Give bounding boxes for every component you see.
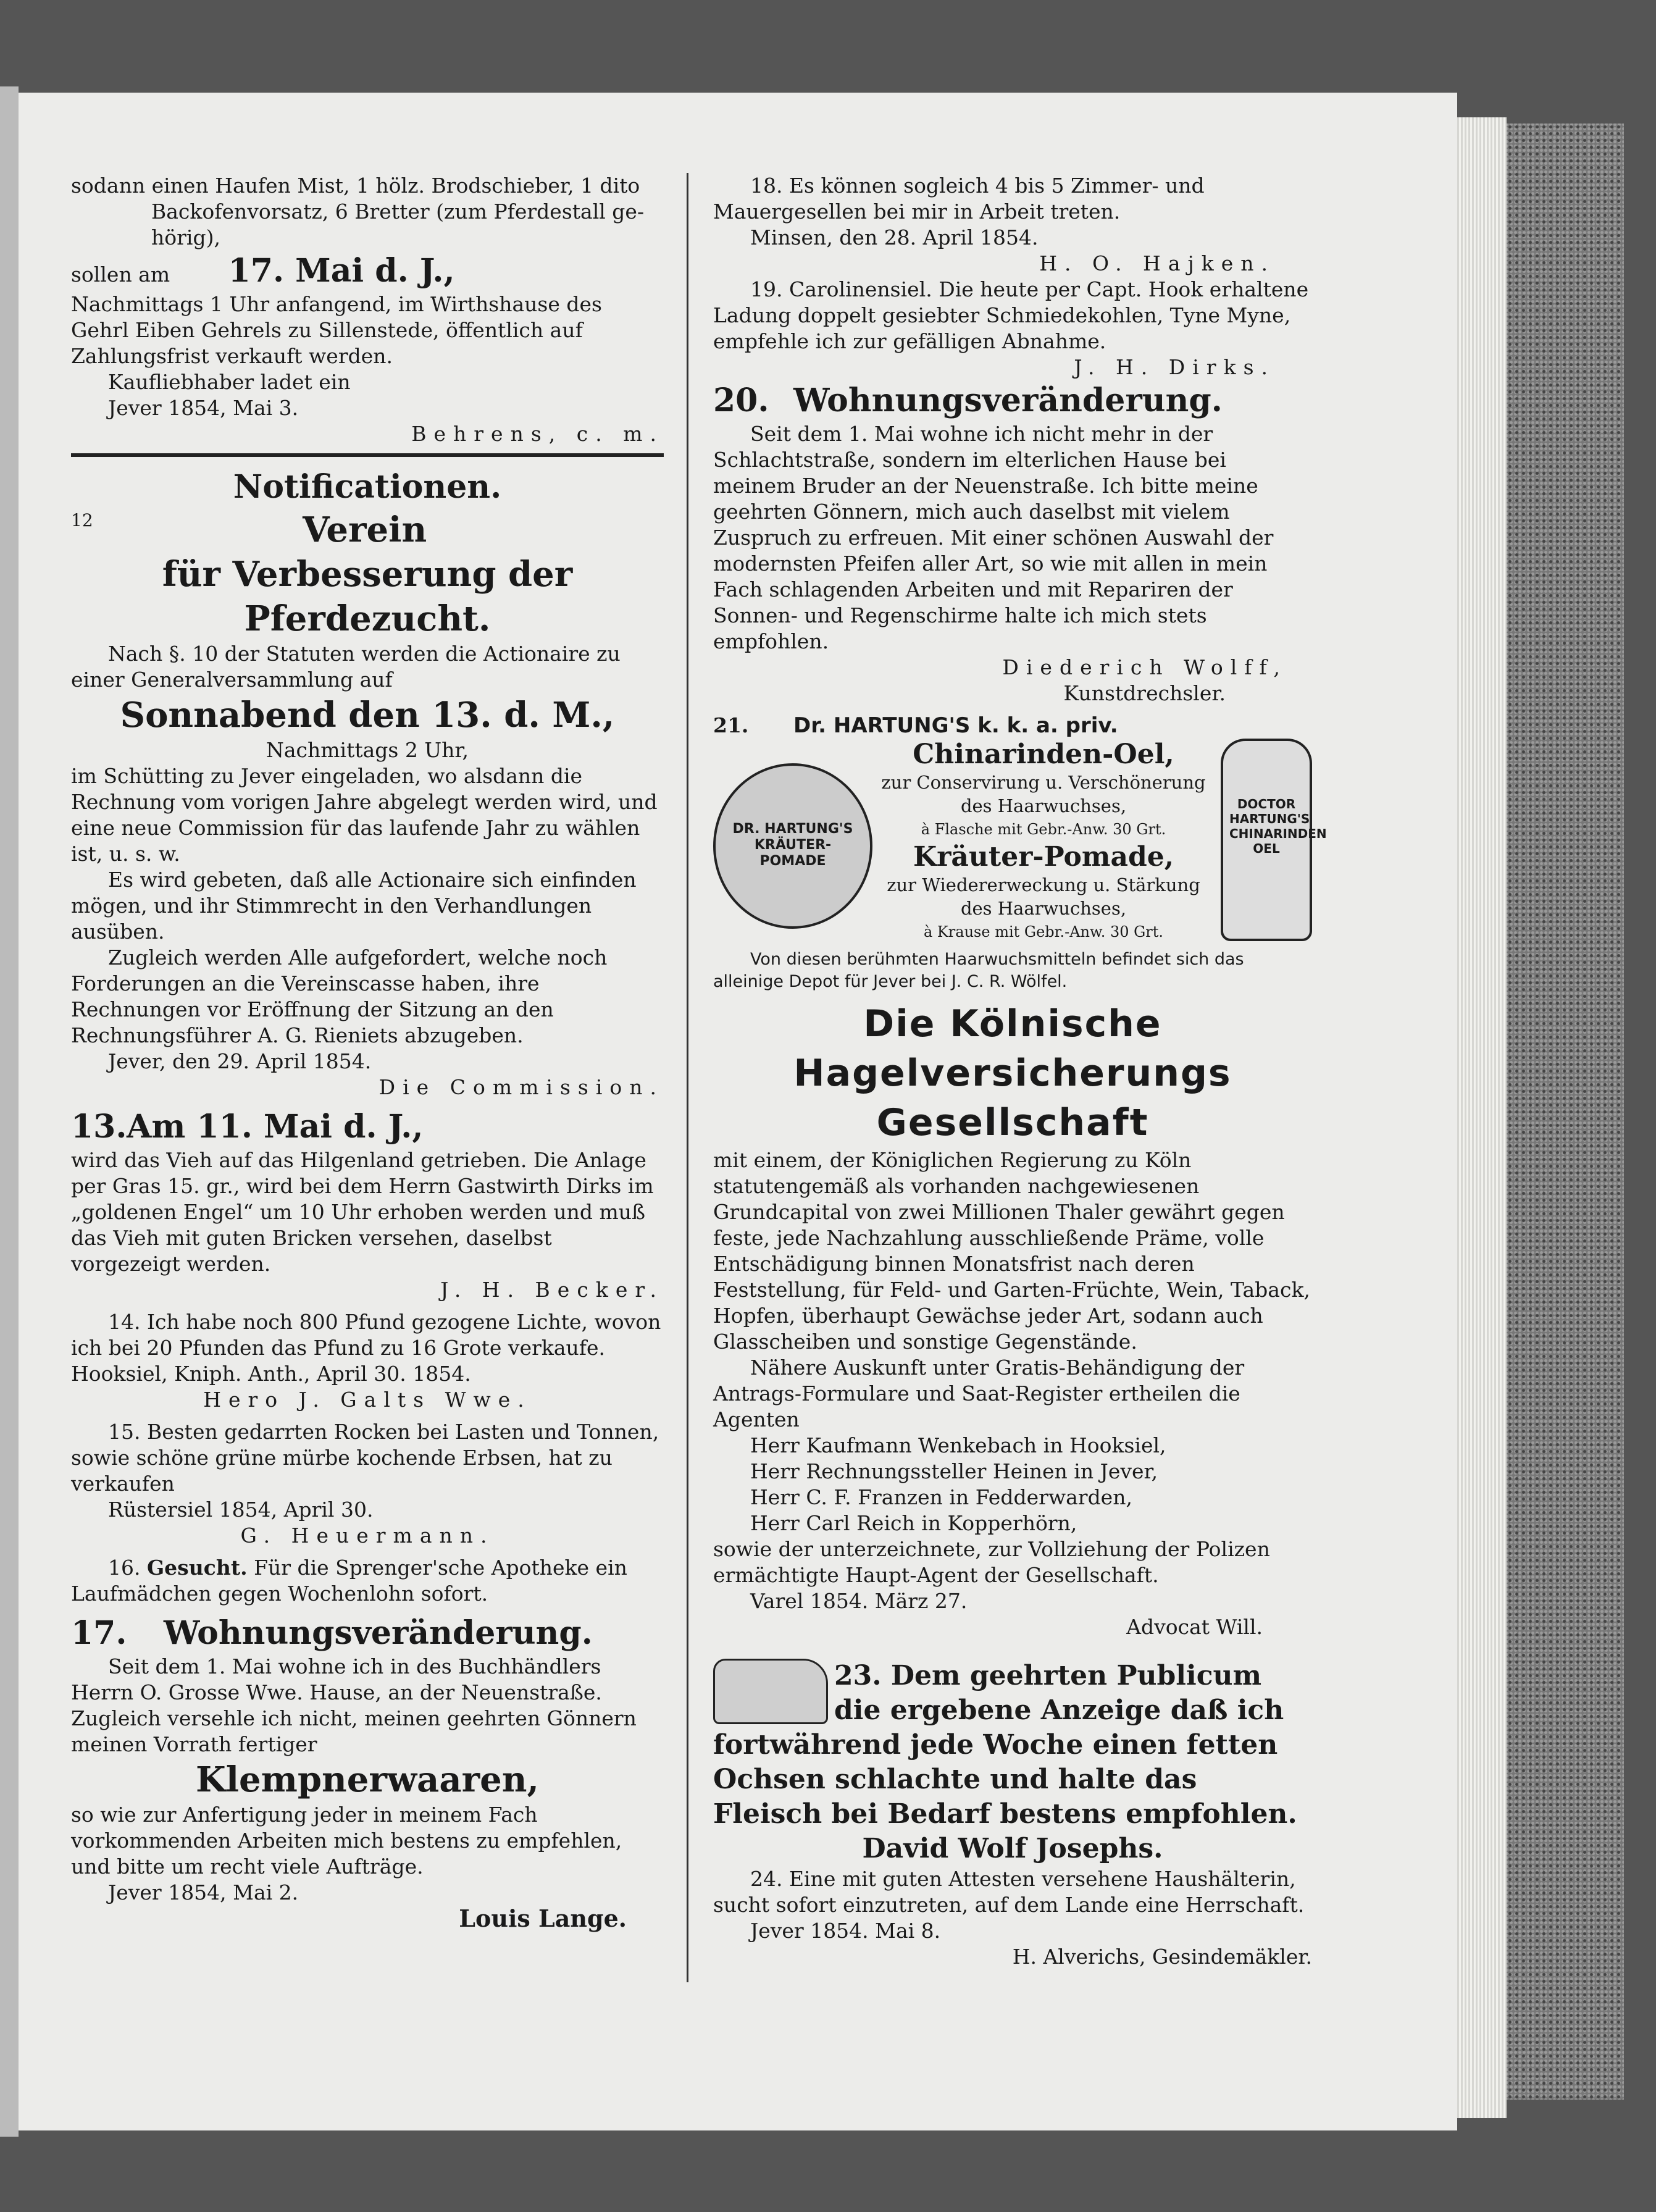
verein-time: Nachmittags 2 Uhr, — [266, 738, 469, 762]
auction-signature: Behrens, c. m. — [411, 422, 664, 446]
item18-text: 18. Es können sogleich 4 bis 5 Zimmer- und Mauergesellen bei mir in Arbeit treten. — [713, 174, 1205, 224]
verein-text: Es wird gebeten, daß alle Actionaire sich einfinden mögen, und ihr Stimmrecht in den Verhandlungen ausüben. — [71, 868, 637, 944]
verein-place-date: Jever, den 29. April 1854. — [108, 1049, 372, 1073]
item15-place: Rüstersiel 1854, April 30. — [108, 1498, 374, 1522]
intro-line: hörig), — [151, 225, 220, 249]
item16-paragraph — [71, 1555, 664, 1607]
intro-line: sodann einen Haufen Mist, 1 hölz. Brodschieber, 1 dito — [71, 174, 640, 198]
oil-description: zur Conservirung u. Verschönerung — [881, 772, 1206, 793]
item13-signature: J. H. Becker. — [440, 1278, 664, 1302]
item21-heading: Dr. HARTUNG'S k. k. a. priv. — [793, 713, 1118, 738]
verein-title-row — [71, 508, 664, 552]
koln-text: Nähere Auskunft unter Gratis-Behändigung der Antrags-Formulare und Saat-Register ertheilen die Agenten — [713, 1355, 1245, 1431]
koln-text: mit einem, der Königlichen Regierung zu Köln statutengemäß als vorhanden nachgewiesenen Grundcapital von zwei Millionen Thaler gewährt gegen feste, jede Nachzahlung ausschließende Präme, volle Entschädigung binnen Monatsfrist nach deren Feststellung, für Feld- und Garten-Früchte, Wein, Taback, Hopfen, überhaupt Gewächse jeder Art, sodann auch Glasscheiben und sonstige Gegenstände. — [713, 1148, 1310, 1354]
item23-advert — [713, 1659, 1312, 1866]
item17-place: Jever 1854, Mai 2. — [108, 1880, 299, 1904]
verein-text: Nach §. 10 der Statuten werden die Actionaire zu einer Generalversammlung auf — [71, 642, 621, 692]
section-rule — [71, 453, 664, 457]
koln-title: Die Kölnische — [863, 1002, 1162, 1045]
verein-text: im Schütting zu Jever eingeladen, wo alsdann die Rechnung vom vorigen Jahre abgelegt werden wird, und eine neue Commission für das laufende Jahr zu wählen ist, u. s. w. — [71, 764, 658, 866]
item18-place: Minsen, den 28. April 1854. — [750, 225, 1039, 249]
pomade-tin-image — [713, 763, 872, 929]
hartung-advert-text — [874, 739, 1213, 944]
sollen-am-text: sollen am — [71, 262, 170, 287]
hartung-advert — [713, 739, 1327, 949]
oil-product-name: Chinarinden-Oel, — [913, 739, 1174, 770]
pomade-price: à Krause mit Gebr.-Anw. 30 Grt. — [923, 923, 1164, 941]
item21-number: 21. — [713, 713, 749, 737]
pomade-product-name: Kräuter-Pomade, — [913, 841, 1174, 873]
item17-heading: Wohnungsveränderung. — [164, 1614, 593, 1652]
verein-signature: Die Commission. — [378, 1075, 664, 1099]
verein-subtitle: für Verbesserung der Pferdezucht. — [162, 554, 573, 639]
column-divider — [687, 173, 688, 1982]
item20-number: 20. — [713, 382, 769, 419]
book-cover — [1507, 124, 1624, 2100]
auction-heading-row — [71, 251, 664, 291]
item13-heading: Am 11. Mai d. J., — [127, 1108, 424, 1146]
item15-signature: G. Heuermann. — [240, 1523, 495, 1548]
verein-date: Sonnabend den 13. d. M., — [120, 695, 615, 735]
item14-place: Hooksiel, Kniph. Anth., April 30. 1854. — [71, 1362, 471, 1386]
koln-signature: Advocat Will. — [1126, 1615, 1263, 1639]
item23-text: 23. Dem geehrten Publicum die ergebene Anzeige daß ich fortwährend jede Woche einen fetten Ochsen schlachte und halte das Fleisch bei Bedarf bestens empfohlen. — [713, 1660, 1297, 1830]
item16-gesucht: Gesucht. — [146, 1556, 248, 1580]
page-stack-edge — [1457, 117, 1507, 2118]
item20-heading: Wohnungsveränderung. — [793, 382, 1223, 419]
auction-invite: Kaufliebhaber ladet ein — [108, 370, 351, 394]
koln-place: Varel 1854. März 27. — [750, 1589, 968, 1613]
right-column — [713, 173, 1327, 1970]
item17-number: 17. — [71, 1614, 127, 1652]
auction-date-heading: 17. Mai d. J., — [228, 252, 455, 290]
item21-depot: Von diesen berühmten Haarwuchsmitteln befindet sich das alleinige Depot für Jever bei J. C. R. Wölfel. — [713, 950, 1244, 991]
koln-agent: Herr Carl Reich in Kopperhörn, — [750, 1511, 1077, 1535]
auction-text: Nachmittags 1 Uhr anfangend, im Wirthshause des Gehrl Eiben Gehrels zu Sillenstede, öffentlich auf Zahlungsfrist verkauft werden. — [71, 292, 602, 368]
left-column — [71, 173, 664, 1932]
item14-text: 14. Ich habe noch 800 Pfund gezogene Lichte, wovon ich bei 20 Pfunden das Pfund zu 16 Grote verkaufe. — [71, 1310, 661, 1360]
item24-text: 24. Eine mit guten Attesten versehene Haushälterin, sucht sofort einzutreten, auf dem Lande eine Herrschaft. — [713, 1867, 1305, 1917]
oil-price: à Flasche mit Gebr.-Anw. 30 Grt. — [921, 821, 1166, 838]
item13-heading-row — [71, 1107, 664, 1147]
intro-line: Backofenvorsatz, 6 Bretter (zum Pferdestall ge- — [151, 199, 645, 224]
pomade-description: zur Wiedererweckung u. Stärkung — [887, 874, 1200, 895]
koln-text: sowie der unterzeichnete, zur Vollziehung der Polizen ermächtigte Haupt-Agent der Gesellschaft. — [713, 1537, 1270, 1587]
item19-text: 19. Carolinensiel. Die heute per Capt. Hook erhaltene Ladung doppelt gesiebter Schmiedekohlen, Tyne Myne, empfehle ich zur gefälligen Abnahme. — [713, 277, 1309, 353]
item17-text2: so wie zur Anfertigung jeder in meinem Fach vorkommenden Arbeiten mich bestens zu empfehlen, und bitte um recht viele Aufträge. — [71, 1803, 622, 1879]
item16-text: Für die Sprenger'sche Apotheke ein Laufmädchen gegen Wochenlohn sofort. — [71, 1556, 627, 1606]
item12-number: 12 — [71, 510, 93, 530]
page-edge-left — [0, 86, 19, 2137]
koln-title: Gesellschaft — [876, 1101, 1149, 1144]
item24-place: Jever 1854. Mai 8. — [750, 1919, 941, 1943]
item20-signature-title: Kunstdrechsler. — [1063, 681, 1226, 705]
item13-text: wird das Vieh auf das Hilgenland getrieben. Die Anlage per Gras 15. gr., wird bei dem Herrn Gastwirth Dirks im „goldenen Engel“ um 10 Uhr erhoben werden und muß das Vieh mit guten Bricken versehen, daselbst vorgezeigt werden. — [71, 1148, 654, 1276]
item24-signature: H. Alverichs, Gesindemäkler. — [1012, 1945, 1312, 1969]
item13-number: 13. — [71, 1108, 127, 1146]
item17-signature: Louis Lange. — [459, 1904, 627, 1932]
koln-agent: Herr Rechnungssteller Heinen in Jever, — [750, 1459, 1158, 1483]
section-title: Notificationen. — [233, 468, 502, 506]
item23-signature: David Wolf Josephs. — [862, 1833, 1163, 1864]
item15-text: 15. Besten gedarrten Rocken bei Lasten und Tonnen, sowie schöne grüne mürbe kochende Erbsen, hat zu verkaufen — [71, 1420, 659, 1496]
verein-title: Verein — [303, 509, 427, 550]
item14-signature: Hero J. Galts Wwe. — [203, 1388, 532, 1412]
item20-signature: Diederich Wolff, — [1002, 655, 1287, 679]
item20-text: Seit dem 1. Mai wohne ich nicht mehr in der Schlachtstraße, sondern im elterlichen Hause bei meinem Bruder an der Neuenstraße. Ich bitte meine geehrten Gönnern, mich auch daselbst mit vielem Zuspruch zu erfreuen. Mit einer schönen Auswahl der modernsten Pfeifen aller Art, so wie mit allen in mein Fach schlagenden Arbeiten und mit Repariren der Sonnen- und Regenschirme halte ich mich stets empfohlen. — [713, 422, 1274, 653]
pomade-tin-label: DR. HARTUNG'S KRÄUTER-POMADE — [732, 821, 853, 869]
item17-heading-row — [71, 1613, 664, 1654]
oil-bottle-image — [1221, 739, 1327, 941]
verein-text: Zugleich werden Alle aufgefordert, welche noch Forderungen an die Vereinscasse haben, ihre Rechnungen vor Eröffnung der Sitzung an den Rechnungsführer A. G. Rieniets abzugeben. — [71, 945, 608, 1047]
koln-title: Hagelversicherungs — [793, 1052, 1232, 1095]
item18-signature: H. O. Hajken. — [1039, 251, 1275, 275]
koln-agent: Herr Kaufmann Wenkebach in Hooksiel, — [750, 1433, 1166, 1457]
item16-number: 16. — [108, 1556, 141, 1580]
item17-goods: Klempnerwaaren, — [196, 1759, 539, 1800]
pomade-description: des Haarwuchses, — [960, 898, 1127, 919]
item20-heading-row — [713, 380, 1312, 421]
item21-heading-row — [713, 713, 1312, 739]
koln-agent: Herr C. F. Franzen in Fedderwarden, — [750, 1485, 1132, 1509]
auction-place-date: Jever 1854, Mai 3. — [108, 396, 299, 420]
ox-image — [713, 1659, 828, 1724]
oil-description: des Haarwuchses, — [960, 795, 1127, 816]
oil-bottle-label: DOCTOR HARTUNG'S CHINARINDEN OEL — [1229, 797, 1327, 856]
item19-signature: J. H. Dirks. — [1074, 355, 1275, 379]
item17-text: Seit dem 1. Mai wohne ich in des Buchhändlers Herrn O. Grosse Wwe. Hause, an der Neuenstraße. Zugleich versehle ich nicht, meinen geehrten Gönnern meinen Vorrath fertiger — [71, 1654, 637, 1756]
